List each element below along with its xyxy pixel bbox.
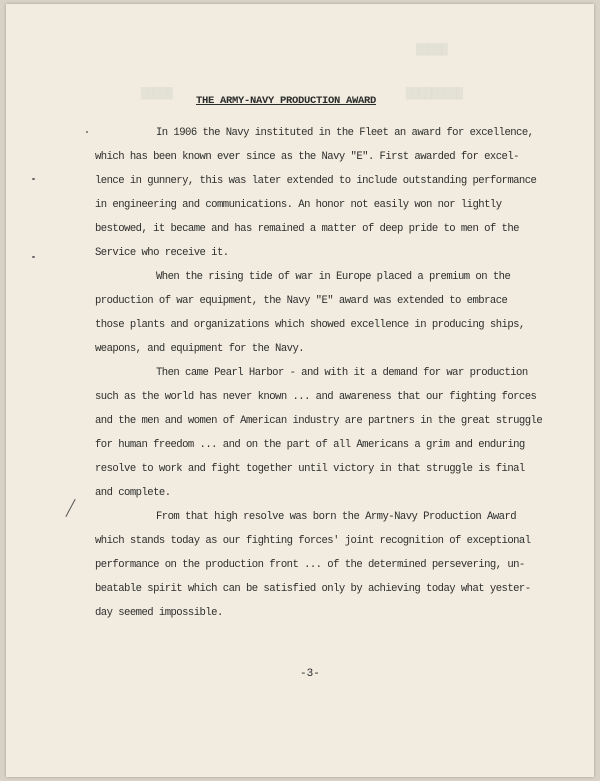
paragraph-2-line-3: those plants and organizations which showed excellence in producing ships, [95,319,525,331]
paragraph-2-line-1: When the rising tide of war in Europe placed a premium on the [156,271,511,283]
paragraph-3-line-6: and complete. [95,487,171,499]
paragraph-1-line-5: bestowed, it became and has remained a matter of deep pride to men of the [95,223,519,235]
paragraph-3-line-5: resolve to work and fight together until victory in that struggle is final [95,463,525,475]
paragraph-4-line-2: which stands today as our fighting forces' joint recognition of exceptional [95,535,531,547]
paragraph-1-line-4: in engineering and communications. An honor not easily won nor lightly [95,199,502,211]
paragraph-2-line-4: weapons, and equipment for the Navy. [95,343,305,355]
bleed-through-text: █████ [141,88,173,100]
margin-mark [32,256,35,258]
paragraph-4-line-5: day seemed impossible. [95,607,223,619]
paragraph-3-line-1: Then came Pearl Harbor - and with it a demand for war production [156,367,528,379]
paragraph-3-line-3: and the men and women of American industry are partners in the great struggle [95,415,543,427]
paragraph-4-line-4: beatable spirit which can be satisfied only by achieving today what yester- [95,583,531,595]
paragraph-1-line-1: In 1906 the Navy instituted in the Fleet an award for excellence, [156,127,534,139]
paragraph-1-line-3: lence in gunnery, this was later extended to include outstanding performance [95,175,537,187]
paragraph-4-line-1: From that high resolve was born the Army-Navy Production Award [156,511,517,523]
bleed-through-text: █████ [416,44,448,56]
page-title: THE ARMY-NAVY PRODUCTION AWARD [196,95,377,108]
margin-mark [65,499,76,517]
paragraph-3-line-2: such as the world has never known ... and awareness that our fighting forces [95,391,537,403]
paragraph-1-line-2: which has been known ever since as the Navy "E". First awarded for excel- [95,151,519,163]
paragraph-2-line-2: production of war equipment, the Navy "E" award was extended to embrace [95,295,508,307]
paragraph-4-line-3: performance on the production front ... of the determined persevering, un- [95,559,525,571]
margin-mark [86,131,88,133]
page-number: -3- [300,668,320,680]
document-page [6,4,594,777]
paragraph-3-line-4: for human freedom ... and on the part of all Americans a grim and enduring [95,439,525,451]
paragraph-1-line-6: Service who receive it. [95,247,229,259]
margin-mark [32,178,35,180]
bleed-through-text: █████████ [406,88,463,100]
